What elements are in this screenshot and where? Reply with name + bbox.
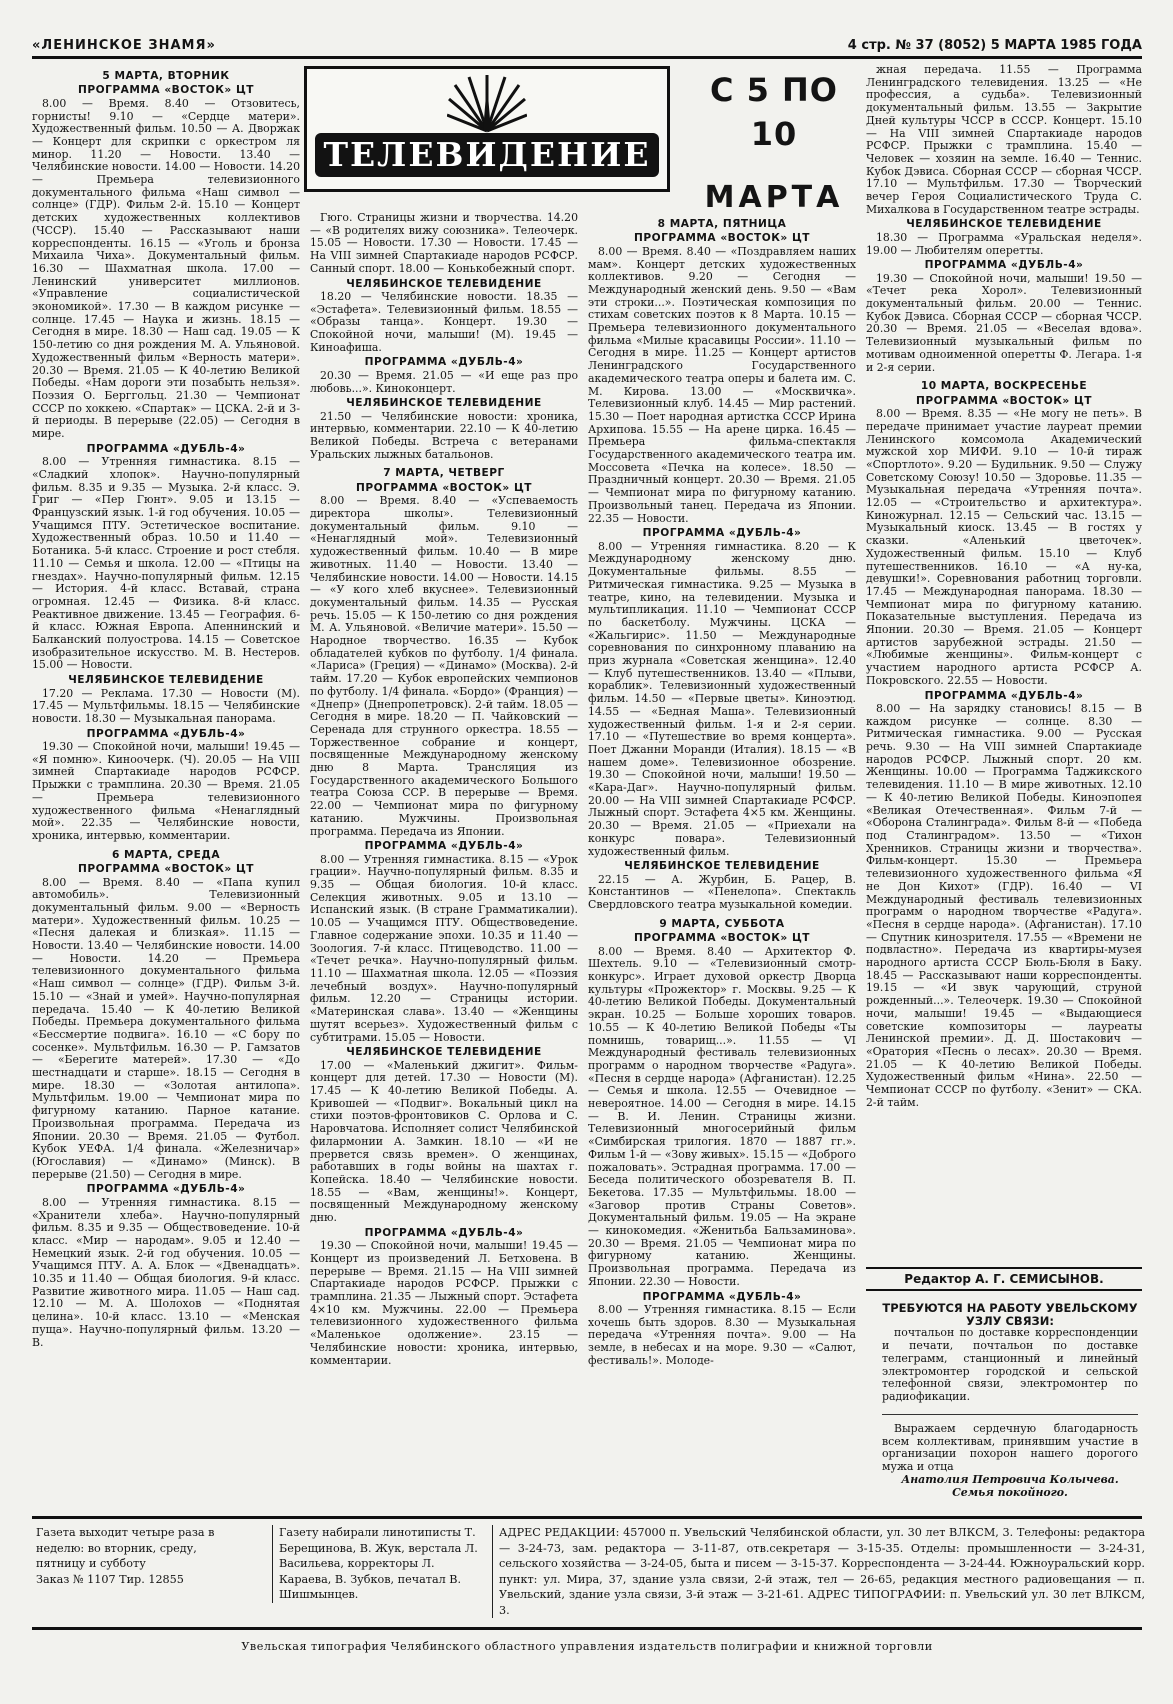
column-4	[866, 64, 1142, 1260]
schedule-text: 8.00 — Утренняя гимнастика. 8.15 — Если хочешь быть здоров. 8.30 — Музыкальная передача «Утренняя почта». 9.00 — На земле, в небесах и на море. 9.30 — «Салют, фестиваль!». Молоде-	[588, 1302, 856, 1367]
program-heading: ПРОГРАММА «ДУБЛЬ-4»	[86, 727, 246, 740]
program-heading: ПРОГРАММА «ДУБЛЬ-4»	[86, 442, 246, 455]
printer-credit: Увельская типография Челябинского областного управления издательств полиграфии и книжной торговли	[241, 1640, 933, 1653]
schedule-text: 19.30 — Спокойной ночи, малыши! 19.50 — «Течет река Хорол». Телевизионный документальный фильм. 20.00 — Теннис. Кубок Дэвиса. Сборная СССР — сборная ЧССР. 20.30 — Время. 21.05 — «Веселая вдова». Телевизионный музыкальный фильм по мотивам одноименной оперетты Ф. Легара. 1-я и 2-я серии.	[866, 271, 1142, 374]
program-heading: ЧЕЛЯБИНСКОЕ ТЕЛЕВИДЕНИЕ	[906, 218, 1102, 231]
schedule-text: 17.20 — Реклама. 17.30 — Новости (М). 17.45 — Мультфильмы. 18.15 — Челябинские новости. 18.30 — Музыкальная панорама.	[32, 686, 300, 725]
program-heading: ПРОГРАММА «ДУБЛЬ-4»	[364, 1226, 524, 1239]
print-order: Заказ № 1107 Тир. 12855	[36, 1572, 184, 1586]
schedule-text: 8.00 — Время. 8.40 — «Поздравляем наших мам». Концерт детских художественных коллективов. 9.20 — Сегодня — Международный женский день. 9.50 — «Вам эти строки...». Поэтическая композиция по стихам советских поэтов к 8 Марта. 10.15 — Премьера телевизионного документального фильма «Милые красавицы России». 11.10 — Сегодня в мире. 11.25 — Концерт артистов Ленинградского Государственного академического театра оперы и балета им. С. М. Кирова. 13.00 — «Москвичка». Телевизионный клуб. 14.45 — Мир растений. 15.30 — Поет народная артистка СССР Ирина Архипова. 15.55 — На арене цирка. 16.45 — Премьера фильма-спектакля Государственного академического театра им. Моссовета «Печка на колесе». 18.50 — Праздничный концерт. 20.30 — Время. 21.05 — Чемпионат мира по фигурному катанию. Произвольный танец. Передача из Японии. 22.35 — Новости.	[588, 244, 856, 525]
program-heading: ПРОГРАММА «ДУБЛЬ-4»	[924, 259, 1084, 272]
schedule-text: 19.30 — Спокойной ночи, малыши! 19.45 — Концерт из произведений Л. Бетховена. В перерыве — Время. 21.15 — На VIII зимней Спартакиаде народов РСФСР. Прыжки с трамплина. 21.35 — Лыжный спорт. Эстафета 4×10 км. Мужчины. 22.00 — Премьера телевизионного художественного фильма «Маленькое одолжение». 23.15 — Челябинские новости: хроника, интервью, комментарии.	[310, 1239, 578, 1367]
column-3	[588, 212, 856, 1510]
editor-line: Редактор А. Г. СЕМИСЫНОВ.	[866, 1267, 1142, 1291]
program-heading: ЧЕЛЯБИНСКОЕ ТЕЛЕВИДЕНИЕ	[624, 860, 820, 873]
condolence-notice	[882, 1423, 1138, 1499]
day-heading: 9 МАРТА, СУББОТА	[659, 917, 785, 930]
program-heading: ПРОГРАММА «ВОСТОК» ЦТ	[634, 932, 810, 945]
schedule-text: 20.30 — Время. 21.05 — «И еще раз про любовь...». Киноконцерт.	[310, 368, 578, 395]
column-1	[32, 64, 300, 1510]
schedule-text: 8.00 — Утренняя гимнастика. 8.20 — К Международному женскому дню. Документальные фильмы. 8.55 — Ритмическая гимнастика. 9.25 — Музыка в театре, кино, на телевидении. Музыка и мультипликация. 11.10 — Чемпионат СССР по баскетболу. Мужчины. ЦСКА — «Жальгирис». 11.50 — Международные соревнования по синхронному плаванию на приз журнала «Советская женщина». 12.40 — Клуб путешественников. 13.40 — «Плыви, кораблик». Телевизионный художественный фильм. 14.50 — «Первые цветы». Киноэтюд. 14.55 — «Бедная Маша». Телевизионный художественный фильм. 1-я и 2-я серии. 17.10 — «Путешествие во время концерта». Поет Джанни Моранди (Италия). 18.15 — «В нашем доме». Телевизионное обозрение. 19.30 — Спокойной ночи, малыши! 19.50 — «Кара-Даг». Научно-популярный фильм. 20.00 — На VIII зимней Спартакиаде РСФСР. Лыжный спорт. Эстафета 4×5 км. Женщины. 20.30 — Время. 21.05 — «Приехали на конкурс повара». Телевизионный художественный фильм.	[588, 539, 856, 858]
schedule-text: 8.00 — Время. 8.35 — «Не могу не петь». В передаче принимает участие лауреат премии Ленинского комсомола Академический мужской хор МИФИ. 9.10 — 10-й тираж «Спортлото». 9.20 — Будильник. 9.50 — Служу Советскому Союзу! 10.50 — Здоровье. 11.35 — Музыкальная передача «Утренняя почта». 12.05 — «Строительство и архитектура». Киножурнал. 12.15 — Сельский час. 13.15 — Музыкальный киоск. 13.45 — В гостях у сказки. «Аленький цветочек». Художественный фильм. 15.10 — Клуб путешественников. 16.10 — «А ну-ка, девушки!». Соревнования работниц торговли. 17.45 — Международная панорама. 18.30 — Чемпионат мира по фигурному катанию. Показательные выступления. Передача из Японии. 20.30 — Время. 21.05 — Концерт артистов зарубежной эстрады. 21.50 — «Любимые женщины». Фильм-концерт с участием народного артиста РСФСР А. Покровского. 22.55 — Новости.	[866, 407, 1142, 687]
banner-title: ТЕЛЕВИДЕНИЕ	[315, 133, 659, 177]
schedule-text: Гюго. Страницы жизни и творчества. 14.20 — «В родителях вижу союзника». Телеочерк. 15.05 — Новости. 17.30 — Новости. 17.45 — На VIII зимней Спартакиаде народов РСФСР. Санный спорт. 18.00 — Конькобежный спорт.	[310, 212, 578, 275]
day-heading: 5 МАРТА, ВТОРНИК	[102, 70, 230, 82]
job-ad-title: ТРЕБУЮТСЯ НА РАБОТУ УВЕЛЬСКОМУ УЗЛУ СВЯЗИ:	[882, 1301, 1138, 1328]
tv-banner	[304, 66, 670, 192]
schedule-text: 8.00 — Время. 8.40 — Архитектор Ф. Шехтель. 9.10 — «Телевизионный смотр-конкурс». Играет духовой оркестр Дворца культуры «Прожектор» г. Москвы. 9.25 — К 40-летию Великой Победы. Документальный экран. 10.25 — Больше хороших товаров. 10.55 — К 40-летию Великой Победы «Ты помнишь, товарищ...». 11.55 — VI Международный фестиваль телевизионных программ о народном творчестве «Радуга». «Песня в сердце народа» (Афганистан). 12.25 — Семья и школа. 12.55 — Очевидное — невероятное. 14.00 — Сегодня в мире. 14.15 — В. И. Ленин. Страницы жизни. Телевизионный многосерийный фильм «Симбирская трилогия. 1870 — 1887 гг.». Фильм 1-й — «Зову живых». 15.15 — «Доброго пожаловать». Эстрадная программа. 17.00 — Беседа политического обозревателя В. П. Бекетова. 17.35 — Мультфильмы. 18.00 — «Заговор против Страны Советов». Документальный фильм. 19.05 — На экране — кинокомедия. «Женитьба Бальзаминова». 20.30 — Время. 21.05 — Чемпионат мира по фигурному катанию. Женщины. Произвольная программа. Передача из Японии. 22.30 — Новости.	[588, 944, 856, 1288]
newspaper-title: «ЛЕНИНСКОЕ ЗНАМЯ»	[32, 38, 216, 53]
schedule-text: 8.00 — Утренняя гимнастика. 8.15 — «Хранители хлеба». Научно-популярный фильм. 8.35 и 9.35 — Обществоведение. 10-й класс. «Мир — народам». 9.05 и 12.40 — Немецкий язык. 2-й год обучения. 10.05 — Учащимся ПТУ. А. А. Блок — «Двенадцать». 10.35 и 11.40 — Общая биология. 9-й класс. Развитие животного мира. 11.05 — Наш сад. 12.10 — М. А. Шолохов — «Поднятая целина». 10-й класс. 13.10 — «Менская пуща». Научно-популярный фильм. 13.20 — В.	[32, 1195, 300, 1349]
masthead	[32, 38, 1142, 59]
program-heading: ПРОГРАММА «ДУБЛЬ-4»	[364, 356, 524, 369]
program-heading: ЧЕЛЯБИНСКОЕ ТЕЛЕВИДЕНИЕ	[346, 1046, 542, 1059]
program-heading: ПРОГРАММА «ДУБЛЬ-4»	[642, 1290, 802, 1303]
tv-tower-emblem-icon	[447, 73, 527, 133]
schedule-text: 8.00 — Время. 8.40 — «Успеваемость директора школы». Телевизионный документальный фильм. 9.10 — «Ненаглядный мой». Телевизионный художественный фильм. 10.40 — В мире животных. 11.40 — Новости. 13.40 — Челябинские новости. 14.00 — Новости. 14.15 — «У кого хлеб вкуснее». Телевизионный документальный фильм. 14.35 — Русская речь. 15.05 — К 150-летию со дня рождения М. А. Ульяновой. «Величие матери». 15.50 — Народное творчество. 16.35 — Кубок обладателей кубков по футболу. 1/4 финала. «Лариса» (Греция) — «Динамо» (Москва). 2-й тайм. 17.20 — Кубок европейских чемпионов по футболу. 1/4 финала. «Бордо» (Франция) — «Днепр» (Днепропетровск). 2-й тайм. 18.05 — Сегодня в мире. 18.20 — П. Чайковский — Серенада для струнного оркестра. 18.55 — Торжественное собрание и концерт, посвященные Международному женскому дню 8 Марта. Трансляция из Государственного академического Большого театра Союза ССР. В перерыве — Время. 22.00 — Чемпионат мира по фигурному катанию. Мужчины. Произвольная программа. Передача из Японии.	[310, 494, 578, 838]
date-range-line-1: С 5 ПО 10	[709, 71, 838, 153]
condolence-body: Выражаем сердечную благодарность всем коллективам, принявшим участие в организации похорон нашего дорогого мужа и отца	[882, 1422, 1138, 1474]
program-heading: ПРОГРАММА «ВОСТОК» ЦТ	[634, 232, 810, 245]
schedule-text: 18.30 — Программа «Уральская неделя». 19.00 — Любителям оперетты.	[866, 230, 1142, 257]
program-heading: ПРОГРАММА «ДУБЛЬ-4»	[86, 1183, 246, 1196]
schedule-text: Газета выходит четыре раза в неделю: во вторник, среду, пятницу и субботу	[36, 1526, 215, 1570]
program-heading: ПРОГРАММА «ВОСТОК» ЦТ	[78, 84, 254, 97]
schedule-text: 8.00 — Утренняя гимнастика. 8.15 — «Сладкий хлопок». Научно-популярный фильм. 8.35 и 9.35 — Музыка. 2-й класс. Э. Григ — «Пер Гюнт». 9.05 и 13.15 — Французский язык. 1-й год обучения. 10.05 — Учащимся ПТУ. Эстетическое воспитание. Художественный образ. 10.50 и 11.40 — Ботаника. 5-й класс. Строение и рост стебля. 11.10 — Семья и школа. 12.00 — «Птицы на гнездах». Научно-популярный фильм. 12.15 — История. 4-й класс. Вставай, страна огромная. 12.45 — Физика. 8-й класс. Реактивное движение. 13.45 — География. 6-й класс. Южная Европа. Апеннинский и Балканский полуострова. 14.15 — Советское изобразительное искусство. М. В. Нестеров. 15.00 — Новости.	[32, 455, 300, 672]
publication-schedule	[36, 1525, 248, 1587]
schedule-text: 8.00 — На зарядку становись! 8.15 — В каждом рисунке — солнце. 8.30 — Ритмическая гимнастика. 9.00 — Русская речь. 9.30 — На VIII зимней Спартакиаде народов РСФСР. Лыжный спорт. 20 км. Женщины. 10.00 — Программа Таджикского телевидения. 11.10 — В мире животных. 12.10 — К 40-летию Великой Победы. Киноэпопея «Великая Отечественная». Фильм 7-й — «Оборона Сталинграда». Фильм 8-й — «Победа под Сталинградом». 13.50 — «Тихон Хренников. Страницы жизни и творчества». Фильм-концерт. 15.30 — Премьера телевизионного художественного фильма «Я не Дон Кихот» (ГДР). 16.40 — VI Международный фестиваль телевизионных программ о народном творчестве «Радуга». «Песня в сердце народа». (Афганистан). 17.10 — Спутник кинозрителя. 17.55 — «Времени не подвластно». Передача из квартиры-музея народного артиста СССР Бюль-Бюля в Баку. 18.45 — Рассказывают наши корреспонденты. 19.15 — «И звук чарующий, струной рожденный...». Телеочерк. 19.30 — Спокойной ночи, малыши! 19.45 — «Выдающиеся советские композиторы — лауреаты Ленинской премии». Д. Д. Шостакович — «Оратория «Песнь о лесах». 20.30 — Время. 21.05 — К 40-летию Великой Победы. Художественный фильм «Нина». 22.50 — Чемпионат СССР по футболу. «Зенит» — СКА. 2-й тайм.	[866, 701, 1142, 1109]
schedule-text: 19.30 — Спокойной ночи, малыши! 19.45 — «Я помню». Киноочерк. (Ч). 20.05 — На VIII зимней Спартакиаде народов РСФСР. Прыжки с трамплина. 20.30 — Время. 21.05 — Премьера телевизионного художественного фильма «Ненаглядный мой». 22.35 — Челябинские новости, хроника, интервью, комментарии.	[32, 740, 300, 842]
program-heading: ЧЕЛЯБИНСКОЕ ТЕЛЕВИДЕНИЕ	[68, 674, 264, 687]
editorial-address: АДРЕС РЕДАКЦИИ: 457000 п. Увельский Челябинской области, ул. 30 лет ВЛКСМ, 3. Телефоны: редактора — 3-24-73, зам. редактора — 3-11-87, отв.секретаря — 3-15-35. Отделы: промышленности — 3-24-31, сельского хозяйства — 3-24-05, быта и писем — 3-15-37. Корреспондента — 3-24-44. Южноуральский корр. пункт: ул. Мира, 37, здание узла связи, 2-й этаж, тел — 26-65, редакция местного радиовещания — п. Увельский, здание узла связи, 3-й этаж — 3-21-61. АДРЕС ТИПОГРАФИИ: п. Увельский ул. 30 лет ВЛКСМ, 3.	[492, 1525, 1145, 1618]
date-range	[688, 68, 860, 220]
schedule-text: жная передача. 11.55 — Программа Ленинградского телевидения. 13.25 — «Не профессия, а судьба». Телевизионный документальный фильм. 13.55 — Закрытие Дней культуры ЧССР в СССР. Концерт. 15.10 — На VIII зимней Спартакиаде народов РСФСР. Прыжки с трамплина. 15.40 — Человек — хозяин на земле. 16.40 — Теннис. Кубок Дэвиса. Сборная СССР — сборная ЧССР. 17.10 — Мультфильм. 17.30 — Творческий вечер Героя Социалистического Труда С. Михалкова в Государственном театре эстрады.	[866, 64, 1142, 216]
program-heading: ПРОГРАММА «ВОСТОК» ЦТ	[356, 481, 532, 494]
program-heading: ПРОГРАММА «ДУБЛЬ-4»	[924, 689, 1084, 702]
issue-info: 4 стр. № 37 (8052) 5 МАРТА 1985 ГОДА	[847, 38, 1142, 53]
day-heading: 7 МАРТА, ЧЕТВЕРГ	[383, 467, 505, 480]
program-heading: ЧЕЛЯБИНСКОЕ ТЕЛЕВИДЕНИЕ	[346, 397, 542, 410]
schedule-text: 8.00 — Время. 8.40 — Отзовитесь, горнисты! 9.10 — «Сердце матери». Художественный фильм. 10.50 — А. Дворжак — Концерт для скрипки с оркестром ля минор. 11.20 — Новости. 13.40 — Челябинские новости. 14.00 — Новости. 14.20 — Премьера телевизионного документального фильма «Наш символ — солнце» (ГДР). Фильм 2-й. 15.10 — Концерт детских художественных коллективов (ЧССР). 15.40 — Рассказывают наши корреспонденты. 16.15 — «Уголь и бронза Михаила Чиха». Документальный фильм. 16.30 — Шахматная школа. 17.00 — Ленинский университет миллионов. «Управление социалистической экономикой». 17.30 — В каждом рисунке — солнце. 17.45 — Наука и жизнь. 18.15 — Сегодня в мире. 18.30 — Наш сад. 19.05 — К 150-летию со дня рождения М. А. Ульяновой. Художественный фильм «Верность матери». 20.30 — Время. 21.05 — К 40-летию Великой Победы. «Нам дороги эти позабыть нельзя». Поэзия О. Берггольц. 21.30 — Чемпионат СССР по хоккею. «Спартак» — ЦСКА. 2-й и 3-й периоды. В перерыве (22.05) — Сегодня в мире.	[32, 96, 300, 441]
date-range-line-2: МАРТА	[704, 180, 844, 215]
condolence-name: Анатолия Петровича Колычева.	[901, 1472, 1119, 1486]
program-heading: ПРОГРАММА «ВОСТОК» ЦТ	[78, 863, 254, 876]
condolence-signature: Семья покойного.	[952, 1485, 1068, 1499]
footer-imprint	[32, 1516, 1145, 1630]
schedule-text: 22.15 — А. Журбин, Б. Рацер, В. Константинов — «Пенелопа». Спектакль Свердловского театра музыкальной комедии.	[588, 872, 856, 912]
column-2	[310, 212, 578, 1510]
day-heading: 8 МАРТА, ПЯТНИЦА	[657, 218, 787, 230]
divider	[882, 1414, 1138, 1415]
program-heading: ПРОГРАММА «ВОСТОК» ЦТ	[916, 394, 1092, 407]
program-heading: ПРОГРАММА «ДУБЛЬ-4»	[364, 840, 524, 853]
schedule-text: 8.00 — Время. 8.40 — «Папа купил автомобиль». Телевизионный документальный фильм. 9.00 — «Верность матери». Художественный фильм. 10.25 — «Песня далекая и близкая». 11.15 — Новости. 13.40 — Челябинские новости. 14.00 — Новости. 14.20 — Премьера телевизионного документального фильма «Наш символ — солнце» (ГДР). Фильм 3-й. 15.10 — «Знай и умей». Научно-популярная передача. 15.40 — К 40-летию Великой Победы. Премьера документального фильма «Бессмертие подвига». 16.10 — «С бору по сосенке». Мультфильм. 16.30 — Р. Гамзатов — «Берегите матерей». 17.30 — «До шестнадцати и старше». 18.15 — Сегодня в мире. 18.30 — «Золотая антилопа». Мультфильм. 19.00 — Чемпионат мира по фигурному катанию. Парное катание. Произвольная программа. Передача из Японии. 20.30 — Время. 21.05 — Футбол. Кубок УЕФА. 1/4 финала. «Железничар» (Югославия) — «Динамо» (Минск). В перерыве (21.50) — Сегодня в мире.	[32, 875, 300, 1181]
day-heading: 6 МАРТА, СРЕДА	[111, 848, 221, 861]
program-heading: ПРОГРАММА «ДУБЛЬ-4»	[642, 527, 802, 540]
schedule-text: 8.00 — Утренняя гимнастика. 8.15 — «Урок грации». Научно-популярный фильм. 8.35 и 9.35 — Общая биология. 10-й класс. Селекция животных. 9.05 и 13.10 — Испанский язык. (В стране Грамматикалии). 10.05 — Учащимся ПТУ. Обществоведение. Главное содержание эпохи. 10.35 и 11.40 — Зоология. 7-й класс. Птицеводство. 11.00 — «Течет речка». Научно-популярный фильм. 11.10 — Шахматная школа. 12.05 — «Поэзия лечебный воздух». Научно-популярный фильм. 12.20 — Страницы истории. «Материнская слава». 13.40 — «Женщины шутят всерьез». Художественный фильм с субтитрами. 15.05 — Новости.	[310, 852, 578, 1044]
job-ad-body: почтальон по доставке корреспонденции и печати, почтальон по доставке телеграмм, станционный и линейный электромонтер городской и сельской телефонной связи, электромонтер по радиофикации.	[882, 1326, 1138, 1403]
program-heading: ЧЕЛЯБИНСКОЕ ТЕЛЕВИДЕНИЕ	[346, 277, 542, 290]
day-heading: 10 МАРТА, ВОСКРЕСЕНЬЕ	[920, 380, 1088, 393]
schedule-text: 17.00 — «Маленький джигит». Фильм-концерт для детей. 17.30 — Новости (М). 17.45 — К 40-летию Великой Победы. А. Кривошей — «Подвиг». Вокальный цикл на стихи поэтов-фронтовиков С. Орлова и С. Наровчатова. Исполняет солист Челябинской филармонии А. Замкин. 18.10 — «И не прервется связь времен». О женщинах, работавших в годы войны на шахтах г. Копейска. 18.40 — Челябинские новости. 18.55 — «Вам, женщины!». Концерт, посвященный Международному женскому дню.	[310, 1058, 578, 1225]
job-ad	[882, 1302, 1138, 1404]
schedule-text: 21.50 — Челябинские новости: хроника, интервью, комментарии. 22.10 — К 40-летию Великой Победы. Встреча с ветеранами Уральских лыжных батальонов.	[310, 409, 578, 461]
schedule-text: 18.20 — Челябинские новости. 18.35 — «Эстафета». Телевизионный фильм. 18.55 — «Образы танца». Концерт. 19.30 — Спокойной ночи, малыши! (М). 19.45 — Киноафиша.	[310, 289, 578, 354]
typesetters-credit: Газету набирали линотиписты Т. Берещинова, В. Жук, верстала Л. Васильева, корректоры Л. Караева, В. Зубков, печатал В. Шишмынцев.	[272, 1525, 479, 1603]
